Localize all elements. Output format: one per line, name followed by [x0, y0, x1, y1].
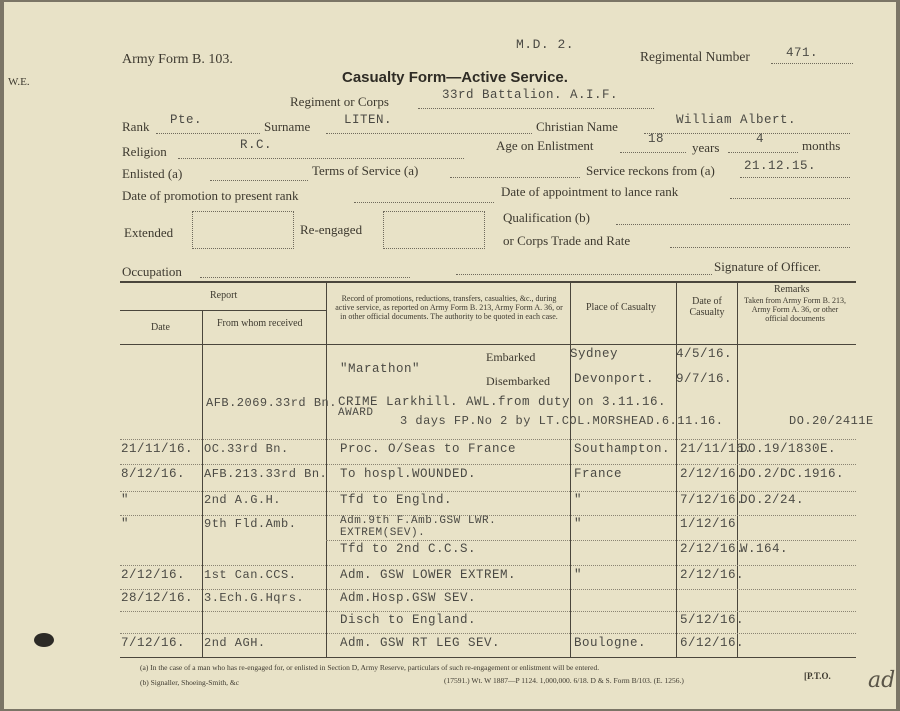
row-from: OC.33rd Bn. [204, 442, 289, 456]
row-remark: DO.19/1830E. [740, 442, 837, 456]
row-place: Boulogne. [574, 636, 647, 650]
row-from: 3.Ech.G.Hqrs. [204, 591, 305, 605]
row-casualty-date: 6/12/16. [680, 636, 745, 650]
pto-mark: [P.T.O. [804, 671, 831, 681]
service-reckons-value: 21.12.15. [744, 159, 817, 173]
row-place: " [574, 493, 583, 507]
row-record: Tfd to 2nd C.C.S. [340, 542, 477, 556]
age-years-value: 18 [648, 132, 665, 146]
row-record: Tfd to Englnd. [340, 493, 453, 507]
row-place: Southampton. [574, 442, 671, 456]
row-remark: DO.2/DC.1916. [740, 467, 845, 481]
row-record: Adm.Hosp.GSW SEV. [340, 591, 477, 605]
row-place: France [574, 467, 623, 481]
religion-value: R.C. [240, 138, 273, 152]
terms-of-service-label: Terms of Service (a) [312, 163, 419, 178]
print-reference: (17591.) Wt. W 1887—P 1124. 1,000,000. 6/18. D & S. Form B/103. (E. 1256.) [444, 676, 684, 685]
row-remark: W.164. [740, 542, 789, 556]
from-whom-header: From whom received [217, 318, 303, 329]
service-reckons-label: Service reckons from (a) [586, 163, 715, 178]
crime-line-1: CRIME Larkhill. AWL.from duty on 3.11.16. [338, 395, 667, 409]
row-date: 7/12/16. [121, 636, 186, 650]
remarks-subheader: Taken from Army Form B. 213, Army Form A. 36, or other official documents [744, 296, 846, 323]
row-date: 8/12/16. [121, 467, 186, 481]
row-record: Proc. O/Seas to France [340, 442, 517, 456]
qualification-label: Qualification (b) [503, 210, 590, 225]
embarked-label: Embarked [486, 350, 536, 364]
extended-label: Extended [124, 225, 174, 240]
punch-hole [34, 633, 54, 647]
corner-mark: W.E. [8, 76, 30, 88]
religion-label: Religion [122, 144, 167, 159]
row-date: 21/11/16. [121, 442, 194, 456]
footnote-a: (a) In the case of a man who has re-engaged for, or enlisted in Section D, Army Reserve, particulars of such re-engagement or enlistment will be entered. [140, 663, 600, 672]
row-date: " [121, 493, 130, 507]
row-from: 2nd A.G.H. [204, 493, 282, 507]
row-from: 9th Fld.Amb. [204, 517, 297, 531]
crime-award: AWARD [338, 407, 374, 419]
regiment-label: Regiment or Corps [290, 94, 389, 109]
surname-value: LITEN. [344, 113, 393, 127]
occupation-label: Occupation [122, 264, 182, 279]
rank-label: Rank [122, 119, 150, 134]
christian-name-label: Christian Name [536, 119, 618, 134]
row-record: Disch to England. [340, 613, 477, 627]
record-header: Record of promotions, reductions, transfers, casualties, &c., during active service, as reported on Army Form B. 213, Army Form A. 36, or in other official documents. The authority to be quoted in each case. [335, 294, 563, 321]
row-remark: DO.2/24. [740, 493, 805, 507]
row-from: AFB.213.33rd Bn. [204, 467, 328, 481]
row-casualty-date: 21/11/16. [680, 442, 753, 456]
age-label: Age on Enlistment [496, 138, 594, 153]
embark-place: Sydney [570, 347, 619, 361]
row-date: " [121, 517, 130, 531]
disembark-date: 9/7/16. [676, 372, 733, 386]
row-place: " [574, 568, 583, 582]
crime-remark: DO.20/2411E [789, 414, 874, 428]
signature-of-officer-label: Signature of Officer. [714, 259, 821, 274]
row-casualty-date: 1/12/16 [680, 517, 737, 531]
ship-name: "Marathon" [340, 362, 421, 376]
date-of-casualty-header: Date of Casualty [689, 296, 725, 318]
regimental-number-value: 471. [786, 46, 819, 60]
row-casualty-date: 5/12/16. [680, 613, 745, 627]
row-from: 1st Can.CCS. [204, 568, 297, 582]
place-of-casualty-header: Place of Casualty [586, 302, 656, 313]
handwritten-initials: ad [868, 668, 896, 693]
md-number: M.D. 2. [516, 37, 575, 52]
enlisted-label: Enlisted (a) [122, 166, 183, 181]
row-date: 2/12/16. [121, 568, 186, 582]
age-months-value: 4 [756, 132, 765, 146]
crime-from: AFB.2069.33rd Bn. [206, 396, 337, 410]
report-header: Report [210, 290, 238, 301]
row-record: To hospl.WOUNDED. [340, 467, 477, 481]
regiment-value: 33rd Battalion. A.I.F. [442, 88, 619, 102]
footnote-b: (b) Signaller, Shoeing-Smith, &c [140, 678, 240, 687]
row-casualty-date: 2/12/16. [680, 467, 745, 481]
years-label: years [692, 140, 720, 155]
lance-rank-date-label: Date of appointment to lance rank [501, 184, 679, 199]
disembark-place: Devonport. [574, 372, 655, 386]
months-label: months [802, 138, 841, 153]
row-record: Adm. GSW LOWER EXTREM. [340, 568, 517, 582]
disembarked-label: Disembarked [486, 374, 550, 388]
surname-label: Surname [264, 119, 311, 134]
row-casualty-date: 7/12/16. [680, 493, 745, 507]
date-header: Date [151, 322, 170, 333]
crime-line-2: 3 days FP.No 2 by LT.COL.MORSHEAD.6.11.16. [400, 414, 724, 428]
promotion-date-label: Date of promotion to present rank [122, 188, 299, 203]
embark-date: 4/5/16. [676, 347, 733, 361]
row-record: Adm. GSW RT LEG SEV. [340, 636, 501, 650]
casualty-form-page [4, 2, 896, 709]
row-from: 2nd AGH. [204, 636, 266, 650]
row-date: 28/12/16. [121, 591, 194, 605]
army-form-number: Army Form B. 103. [122, 52, 233, 67]
row-place: " [574, 517, 583, 531]
row-casualty-date: 2/12/16. [680, 568, 745, 582]
remarks-header: Remarks [774, 284, 810, 295]
form-title: Casualty Form—Active Service. [342, 69, 568, 86]
row-casualty-date: 2/12/16. [680, 542, 745, 556]
rank-value: Pte. [170, 113, 203, 127]
corps-trade-label: or Corps Trade and Rate [503, 233, 631, 248]
re-engaged-label: Re-engaged [300, 222, 363, 237]
christian-name-value: William Albert. [676, 113, 797, 127]
regimental-number-label: Regimental Number [640, 49, 750, 64]
row-record: Adm.9th F.Amb.GSW LWR. EXTREM(SEV). [340, 515, 497, 539]
